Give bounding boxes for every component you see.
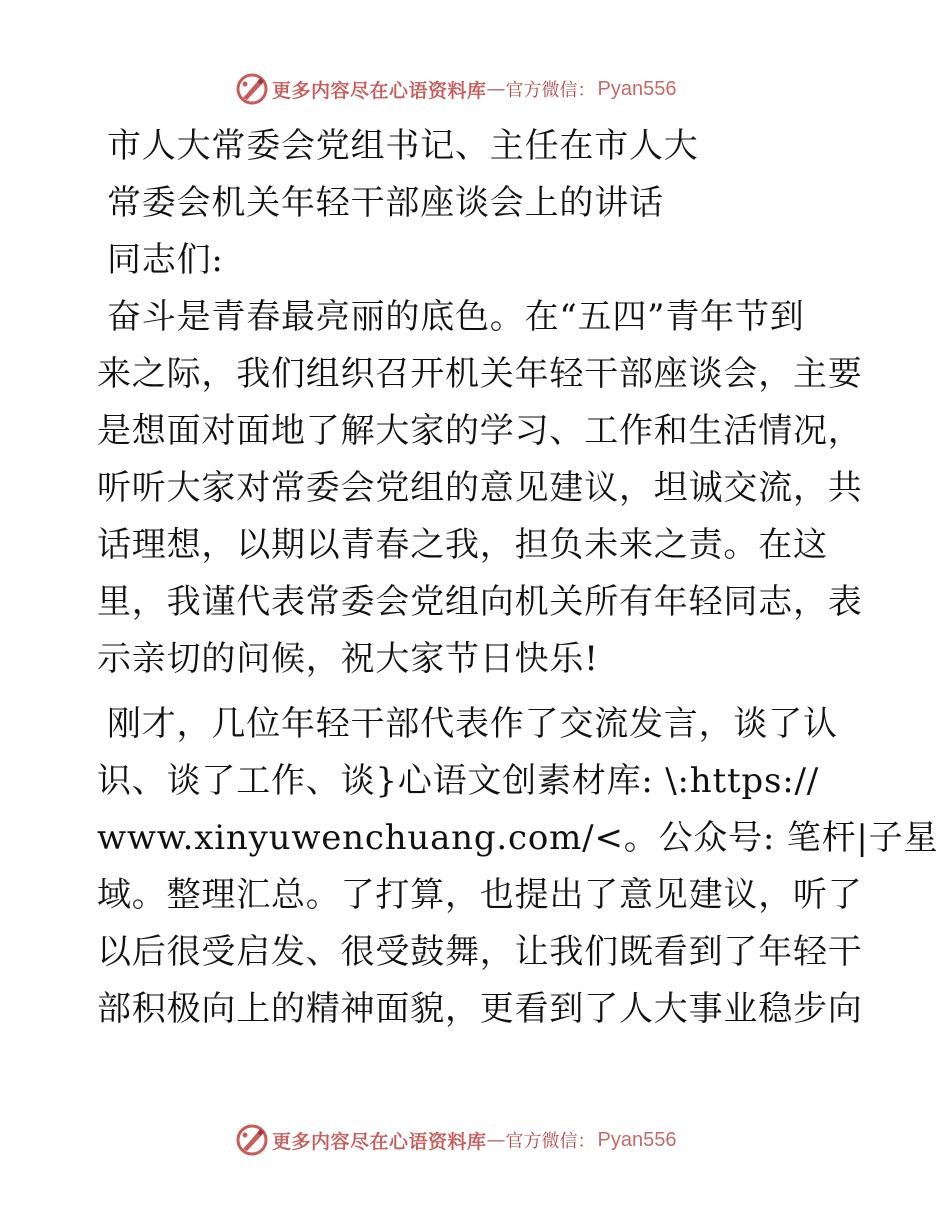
paragraph-line: 识、谈了工作、谈}心语文创素材库: \:https://	[97, 761, 820, 801]
paragraph-line: 示亲切的问候，祝大家节日快乐!	[97, 639, 599, 679]
paragraph-line: www.xinyuwenchuang.com/<。公众号: 笔杆|子星	[97, 818, 939, 858]
watermark-header	[236, 72, 716, 106]
title-line-1: 市人大常委会党组书记、主任在市人大	[107, 126, 699, 166]
pen-logo-icon	[236, 73, 268, 105]
watermark-dash: —	[486, 1129, 506, 1151]
title-line-2: 常委会机关年轻干部座谈会上的讲话	[107, 183, 664, 223]
watermark-label: 官方微信：	[505, 1131, 596, 1152]
watermark-wechat-id: Pyan556	[597, 1128, 677, 1151]
paragraph-line: 以后很受启发、很受鼓舞，让我们既看到了年轻干	[97, 932, 863, 972]
paragraph-2	[97, 696, 939, 1038]
paragraph-line: 里，我谨代表常委会党组向机关所有年轻同志，表	[97, 582, 863, 622]
paragraph-line: 域。整理汇总。了打算，也提出了意见建议，听了	[97, 875, 863, 915]
paragraph-line: 部积极向上的精神面貌，更看到了人大事业稳步向	[97, 989, 863, 1029]
watermark-dash: —	[486, 78, 506, 100]
paragraph-line: 来之际，我们组织召开机关年轻干部座谈会，主要	[97, 354, 863, 394]
salutation: 同志们:	[107, 240, 224, 280]
paragraph-line: 奋斗是青春最亮丽的底色。在“五四”青年节到	[107, 297, 805, 337]
pen-logo-icon	[236, 1124, 268, 1156]
paragraph-line: 听听大家对常委会党组的意见建议，坦诚交流，共	[97, 468, 863, 508]
watermark-label: 官方微信：	[505, 80, 596, 101]
paragraph-1	[97, 289, 863, 688]
document-body	[97, 118, 939, 1038]
paragraph-line: 是想面对面地了解大家的学习、工作和生活情况，	[97, 411, 863, 451]
watermark-footer	[236, 1123, 716, 1157]
watermark-wechat-id: Pyan556	[597, 77, 677, 100]
paragraph-line: 话理想，以期以青春之我，担负未来之责。在这	[97, 525, 828, 565]
watermark-text: 更多内容尽在心语资料库	[272, 1130, 487, 1153]
watermark-text: 更多内容尽在心语资料库	[272, 79, 487, 102]
paragraph-line: 刚才，几位年轻干部代表作了交流发言，谈了认	[107, 704, 838, 744]
